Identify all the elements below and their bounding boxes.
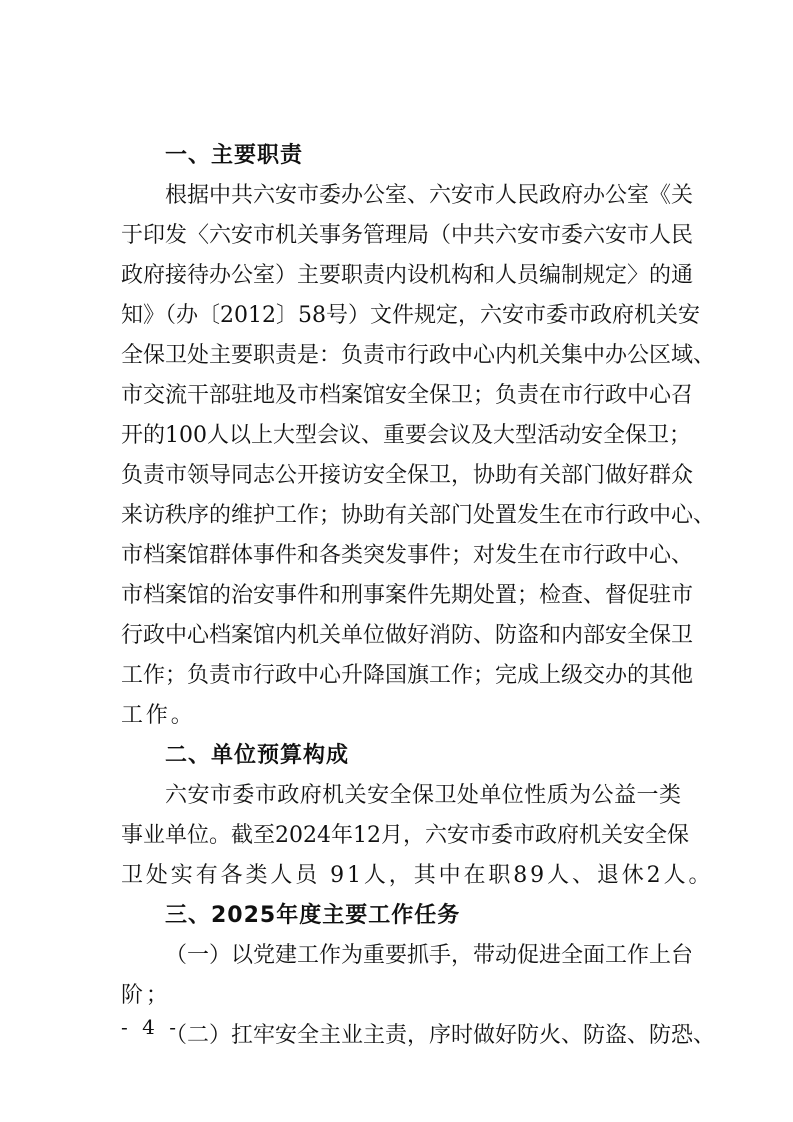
paragraph-line: （一）以党建工作为重要抓手，带动促进全面工作上台 <box>165 943 694 968</box>
document-body <box>121 136 716 1056</box>
paragraph-line: 来访秩序的维护工作；协助有关部门处置发生在市行政中心、 <box>121 503 716 528</box>
paragraph-line: 根据中共六安市委办公室、六安市人民政府办公室《关 <box>165 183 694 208</box>
section-heading-budget-composition: 二、单位预算构成 <box>165 743 350 768</box>
paragraph-line: 市档案馆群体事件和各类突发事件；对发生在市行政中心、 <box>121 543 694 568</box>
paragraph-line: 知》（办〔2012〕58号）文件规定，六安市委市政府机关安 <box>121 303 700 328</box>
paragraph-line: 事业单位。截至2024年12月，六安市委市政府机关安全保 <box>121 823 689 848</box>
paragraph-line: 行政中心档案馆内机关单位做好消防、防盗和内部安全保卫 <box>121 623 694 648</box>
paragraph-line: 工作；负责市行政中心升降国旗工作；完成上级交办的其他 <box>121 663 694 688</box>
paragraph-line: 政府接待办公室）主要职责内设机构和人员编制规定〉的通 <box>121 263 694 288</box>
section-heading-main-duties: 一、主要职责 <box>165 143 304 168</box>
paragraph-line: 负责市领导同志公开接访安全保卫，协助有关部门做好群众 <box>121 463 694 488</box>
paragraph-line: 市交流干部驻地及市档案馆安全保卫；负责在市行政中心召 <box>121 383 694 408</box>
paragraph-line: 市档案馆的治安事件和刑事案件先期处置；检查、督促驻市 <box>121 583 694 608</box>
paragraph-line: 全保卫处主要职责是：负责市行政中心内机关集中办公区域、 <box>121 343 716 368</box>
page-number: - 4 - <box>121 1015 180 1039</box>
paragraph-line: 卫处实有各类人员 91人，其中在职89人、退休2人。 <box>121 863 714 888</box>
paragraph-line: （二）扛牢安全主业主责，序时做好防火、防盗、防恐、 <box>165 1023 716 1048</box>
paragraph-line: 阶； <box>121 983 171 1008</box>
paragraph-line: 开的100人以上大型会议、重要会议及大型活动安全保卫； <box>121 423 691 448</box>
paragraph-line: 于印发〈六安市机关事务管理局（中共六安市委六安市人民 <box>121 223 694 248</box>
paragraph-line: 工作。 <box>121 703 196 728</box>
paragraph-line: 六安市委市政府机关安全保卫处单位性质为公益一类 <box>165 783 681 808</box>
section-heading-annual-tasks: 三、2025年度主要工作任务 <box>165 903 461 928</box>
